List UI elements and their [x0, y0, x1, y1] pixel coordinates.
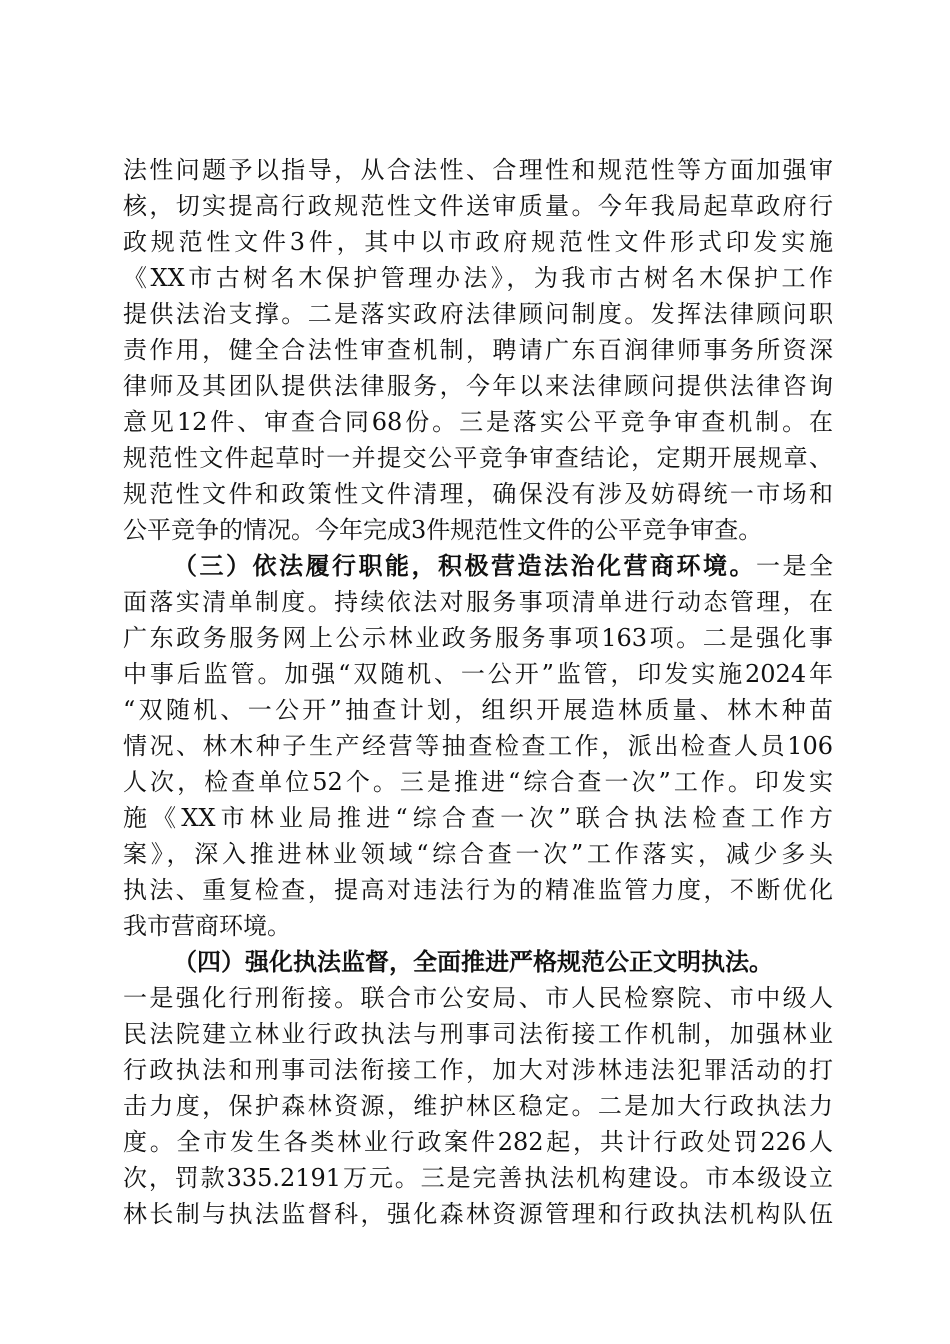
section-3-first-line — [123, 548, 833, 584]
document-body — [123, 152, 833, 1232]
section-3-line: 面落实清单制度。持续依法对服务事项清单进行动态管理，在 — [123, 588, 833, 616]
section-4-line: 行政执法和刑事司法衔接工作，加大对涉林违法犯罪活动的打 — [123, 1056, 833, 1084]
section-3-line: 我市营商环境。 — [123, 912, 291, 940]
section-3-line: 广东政务服务网上公示林业政务服务事项163项。二是强化事 — [123, 624, 833, 652]
section-3-first-text: 一是全 — [756, 552, 833, 580]
section-3-line: 中事后监管。加强“双随机、一公开”监管，印发实施2024年 — [123, 660, 833, 688]
body-line: 规范性文件起草时一并提交公平竞争审查结论，定期开展规章、 — [123, 444, 833, 472]
section-4-heading: （四）强化执法监督，全面推进严格规范公正文明执法。 — [173, 947, 773, 976]
section-4-line: 民法院建立林业行政执法与刑事司法衔接工作机制，加强林业 — [123, 1020, 833, 1048]
body-line: 法性问题予以指导，从合法性、合理性和规范性等方面加强审 — [123, 156, 833, 184]
section-3-line: 人次，检查单位52个。三是推进“综合查一次”工作。印发实 — [123, 768, 833, 796]
section-4-line: 击力度，保护森林资源，维护林区稳定。二是加大行政执法力 — [123, 1092, 833, 1120]
section-3-line: 情况、林木种子生产经营等抽查检查工作，派出检查人员106 — [123, 732, 833, 760]
section-3-heading: （三）依法履行职能，积极营造法治化营商环境。 — [173, 551, 756, 580]
section-3-line: “双随机、一公开”抽查计划，组织开展造林质量、林木种苗 — [123, 696, 833, 724]
body-line: 政规范性文件3件，其中以市政府规范性文件形式印发实施 — [123, 228, 833, 256]
section-3-line: 施《XX市林业局推进“综合查一次”联合执法检查工作方 — [123, 804, 833, 832]
body-line: 规范性文件和政策性文件清理，确保没有涉及妨碍统一市场和 — [123, 480, 833, 508]
body-line: 责作用，健全合法性审查机制，聘请广东百润律师事务所资深 — [123, 336, 833, 364]
section-4-line: 一是强化行刑衔接。联合市公安局、市人民检察院、市中级人 — [123, 984, 833, 1012]
section-3-line: 执法、重复检查，提高对违法行为的精准监管力度，不断优化 — [123, 876, 833, 904]
body-line: 公平竞争的情况。今年完成3件规范性文件的公平竞争审查。 — [123, 516, 763, 544]
body-line: 《XX市古树名木保护管理办法》，为我市古树名木保护工作 — [123, 264, 833, 292]
section-4-line: 林长制与执法监督科，强化森林资源管理和行政执法机构队伍 — [123, 1200, 833, 1228]
section-3-line: 案》，深入推进林业领域“综合查一次”工作落实，减少多头 — [123, 840, 833, 868]
body-line: 意见12件、审查合同68份。三是落实公平竞争审查机制。在 — [123, 408, 833, 436]
body-line: 律师及其团队提供法律服务，今年以来法律顾问提供法律咨询 — [123, 372, 833, 400]
body-line: 核，切实提高行政规范性文件送审质量。今年我局起草政府行 — [123, 192, 833, 220]
section-4-line: 次，罚款335.2191万元。三是完善执法机构建设。市本级设立 — [123, 1164, 833, 1192]
section-4-first-line — [123, 944, 833, 980]
section-4-line: 度。全市发生各类林业行政案件282起，共计行政处罚226人 — [123, 1128, 833, 1156]
body-line: 提供法治支撑。二是落实政府法律顾问制度。发挥法律顾问职 — [123, 300, 833, 328]
